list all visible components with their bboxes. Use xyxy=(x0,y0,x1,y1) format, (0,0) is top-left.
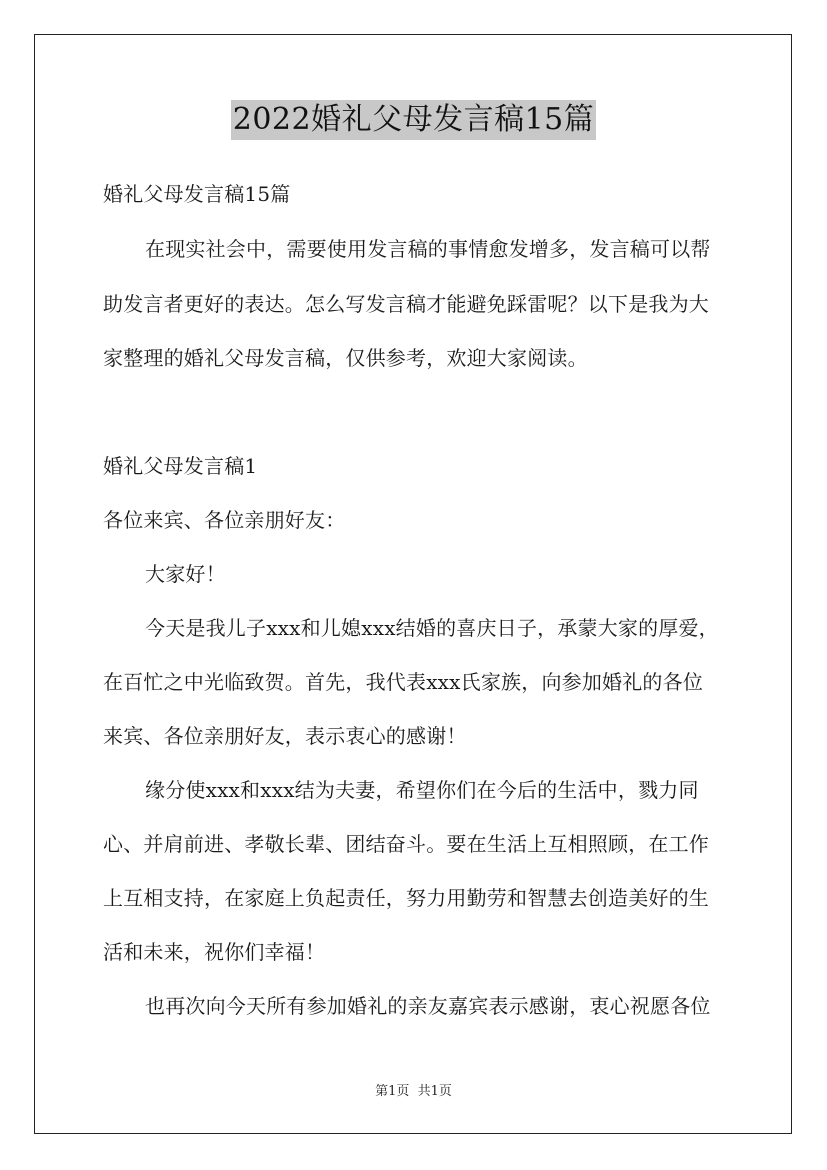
intro-line: 在现实社会中，需要使用发言稿的事情愈发增多，发言稿可以帮 xyxy=(145,237,711,261)
greeting: 大家好！ xyxy=(145,562,226,586)
body-line: 也再次向今天所有参加婚礼的亲友嘉宾表示感谢，衷心祝愿各位 xyxy=(145,994,711,1018)
document-subtitle: 婚礼父母发言稿15篇 xyxy=(103,182,291,206)
section-heading: 婚礼父母发言稿1 xyxy=(103,454,258,478)
document-title: 2022婚礼父母发言稿15篇 xyxy=(231,100,597,140)
page-footer xyxy=(0,1084,827,1100)
body-line: 在百忙之中光临致贺。首先，我代表xxx氏家族，向参加婚礼的各位 xyxy=(103,670,704,694)
body-line: 活和未来，祝你们幸福！ xyxy=(103,940,326,964)
page-number: 第1页 共1页 xyxy=(375,1084,452,1099)
salutation: 各位来宾、各位亲朋好友： xyxy=(103,508,346,532)
body-line: 来宾、各位亲朋好友，表示衷心的感谢！ xyxy=(103,724,467,748)
title-container xyxy=(0,100,827,140)
body-line: 今天是我儿子xxx和儿媳xxx结婚的喜庆日子，承蒙大家的厚爱， xyxy=(145,616,719,640)
body-line: 缘分使xxx和xxx结为夫妻，希望你们在今后的生活中，戮力同 xyxy=(145,778,699,802)
intro-line: 家整理的婚礼父母发言稿，仅供参考，欢迎大家阅读。 xyxy=(103,346,588,370)
body-line: 心、并肩前进、孝敬长辈、团结奋斗。要在生活上互相照顾，在工作 xyxy=(103,832,709,856)
body-line: 上互相支持，在家庭上负起责任，努力用勤劳和智慧去创造美好的生 xyxy=(103,886,709,910)
intro-line: 助发言者更好的表达。怎么写发言稿才能避免踩雷呢？以下是我为大 xyxy=(103,292,709,316)
